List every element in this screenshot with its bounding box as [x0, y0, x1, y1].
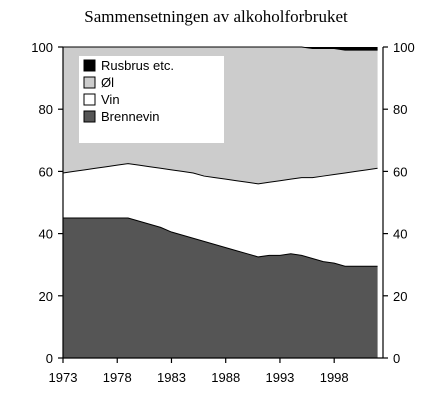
y-tick-label-right: 60 — [393, 164, 408, 180]
y-tick-label-right: 20 — [393, 288, 408, 304]
legend-label-ol: Øl — [101, 75, 114, 90]
y-tick-label-right: 80 — [393, 102, 408, 118]
x-tick-label: 1978 — [102, 370, 132, 385]
x-tick-label: 1983 — [157, 370, 186, 385]
chart-title: Sammensetningen av alkoholforbruket — [84, 7, 348, 26]
y-tick-label-left: 0 — [45, 351, 53, 366]
legend-swatch-vin — [84, 94, 95, 105]
legend — [79, 56, 224, 143]
x-tick-label: 1993 — [265, 370, 295, 385]
x-tick-label: 1988 — [211, 370, 241, 385]
y-tick-label-left: 80 — [38, 102, 53, 118]
legend-label-brennevin: Brennevin — [101, 109, 160, 124]
x-tick-label: 1998 — [319, 370, 349, 385]
y-tick-label-left: 40 — [38, 226, 53, 242]
legend-swatch-ol — [84, 77, 95, 88]
y-tick-label-left: 60 — [38, 164, 53, 180]
legend-swatch-rusbrus-etc — [84, 60, 95, 71]
y-tick-label-left: 20 — [38, 288, 53, 304]
y-tick-label-right: 0 — [393, 351, 401, 366]
y-tick-label-left: 100 — [31, 40, 53, 55]
y-tick-label-right: 40 — [393, 226, 408, 242]
legend-label-vin: Vin — [101, 92, 120, 107]
x-tick-label: 1973 — [48, 370, 78, 385]
legend-label-rusbrus-etc: Rusbrus etc. — [101, 58, 174, 73]
y-tick-label-right: 100 — [393, 40, 415, 55]
legend-swatch-brennevin — [84, 111, 95, 122]
